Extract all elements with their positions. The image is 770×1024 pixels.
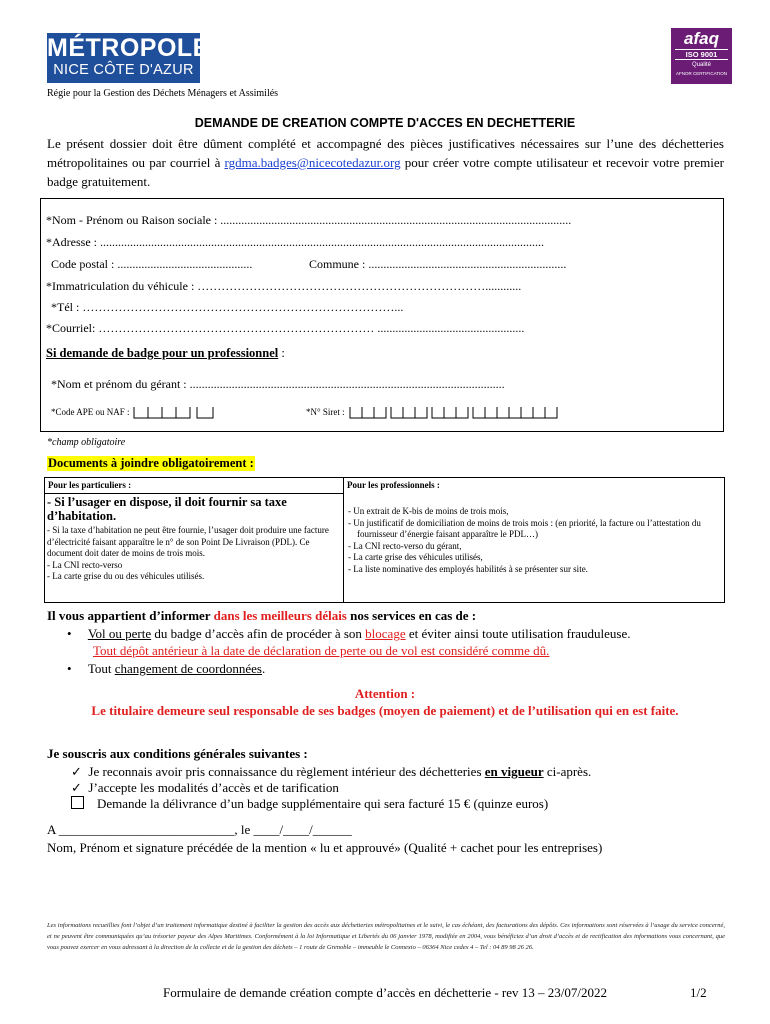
check-icon: ✓	[71, 780, 82, 795]
ape-code-field[interactable]	[51, 404, 223, 419]
postal-code-field[interactable]: Code postal : .............................................	[51, 257, 253, 271]
bullet-1-end: et éviter ainsi toute utilisation frauduleuse.	[405, 626, 631, 641]
professionals-item: - La liste nominative des employés habilités à se présenter sur site.	[348, 563, 588, 574]
condition-extra-badge-text: Demande la délivrance d’un badge supplémentaire qui sera facturé 15 € (quinze euros)	[97, 796, 549, 811]
change-details-text: changement de coordonnées	[114, 661, 262, 676]
intro-text-before: Le présent dossier doit être dûment complété et accompagné des pièces justificatives nécessaires sur l’une des déchetteries métropolitaines ou par courriel à	[47, 136, 724, 170]
professional-section-title: Si demande de badge pour un professionnel	[46, 346, 279, 360]
siret-cells[interactable]	[348, 405, 584, 419]
inform-bullet-1: • Vol ou perte du badge d’accès afin de procéder à son blocage et éviter ainsi toute utilisation frauduleuse.	[67, 626, 631, 641]
intro-paragraph	[47, 134, 724, 191]
professionals-item: - La CNI recto-verso du gérant,	[348, 540, 462, 551]
documents-heading: Documents à joindre obligatoirement :	[48, 456, 254, 470]
loss-theft-text: Vol ou perte	[87, 626, 152, 641]
inform-heading	[47, 608, 476, 624]
individuals-item: - Si la taxe d’habitation ne peut être fournie, l’usager doit produire une facture d’électricité faisant apparaître le n° de son Point De Livraison (PDL). Ce document doit dater de moins de trois mois.	[47, 525, 329, 558]
professionals-item: - La carte grise des véhicules utilisés,	[348, 552, 483, 562]
professionals-column	[344, 478, 724, 602]
inform-deadline: dans les meilleurs délais	[213, 608, 347, 623]
individuals-item: - La carte grise du ou des véhicules utilisés.	[47, 571, 205, 581]
bullet-1-text: du badge d’accès afin de procéder à son	[151, 626, 366, 641]
legal-notice: Les informations recueillies font l’objet d’un traitement informatique destiné à faciliter la gestion des accès aux déchetteries métropolitaines et le suivi, le cas échéant, des facturations des dépôts. Ces informations sont réservées à l’usage du service concerné, et ne peuvent être communiquées qu’au trésorier payeur des Alpes Maritimes. Conformément à la loi Informatique et Libertés du 06 janvier 1978, modifiée en 2004, vous bénéficiez d’un droit d’accès et de rectification des informations vous concernant, que vous pouvez exercer en vous adressant à la direction de la collecte et de la gestion des déchets – 1 route de Grenoble – immeuble le Connexio – 06364 Nice cedex 4 – Tel : 04 89 98 26 26.	[47, 922, 725, 951]
conditions-heading: Je souscris aux conditions générales suivantes :	[47, 746, 308, 761]
city-field[interactable]: Commune : ..................................................................	[309, 257, 567, 271]
afaq-logo-line4: AFNOR CERTIFICATION	[675, 71, 728, 76]
condition-access[interactable]	[71, 780, 339, 796]
individuals-item: - La CNI recto-verso	[47, 559, 123, 570]
documents-table	[44, 477, 725, 603]
footer-text: Formulaire de demande création compte d’accès en déchetterie - rev 13 – 23/07/2022	[163, 985, 607, 1000]
metropole-logo-line2: NICE CÔTE D'AZUR	[53, 62, 194, 78]
registration-field[interactable]: *Immatriculation du véhicule : ………………………………………………………………............	[46, 279, 522, 293]
individuals-list	[45, 523, 343, 585]
address-field[interactable]: *Adresse : ....................................................................................................................................................	[46, 235, 544, 249]
metropole-logo-line1: MÉTROPOLE	[47, 34, 210, 62]
email-field[interactable]: *Courriel: …………………………………………………………… .................................................	[46, 321, 525, 335]
name-field[interactable]: *Nom - Prénom ou Raison sociale : .....................................................................................................................	[46, 213, 572, 227]
bullet-2-end: .	[262, 661, 266, 676]
intro-text-after: pour créer votre compte utilisateur et recevoir votre premier badge gratuitement.	[47, 155, 724, 189]
condition-rules[interactable]	[71, 764, 591, 780]
individuals-column	[45, 478, 344, 602]
phone-field[interactable]: *Tél : ……………………………………………………………………...	[51, 300, 404, 314]
condition-extra-badge[interactable]	[71, 796, 548, 812]
place-date-line[interactable]: A ___________________________, le ____/____/______	[47, 822, 352, 837]
inform-bullet-2: • Tout changement de coordonnées.	[67, 661, 266, 676]
condition-rules-text: Je reconnais avoir pris connaissance du règlement intérieur des déchetteries	[88, 764, 485, 779]
blocking-text: blocage	[365, 626, 406, 641]
extra-badge-checkbox[interactable]	[71, 796, 84, 809]
ape-code-cells[interactable]	[133, 405, 223, 419]
metropole-logo	[47, 33, 210, 83]
page-title: DEMANDE DE CREATION COMPTE D'ACCES EN DECHETTERIE	[194, 116, 576, 130]
email-link[interactable]: rgdma.badges@nicecotedazur.org	[224, 155, 401, 170]
professionals-item: - Un justificatif de domiciliation de moins de trois mois : (en priorité, la facture ou l’attestation du fournisseur d’énergie faisant apparaître le PDL…)	[348, 517, 701, 539]
bullet-2-text: Tout	[87, 661, 115, 676]
attention-text: Le titulaire demeure seul responsable de ses badges (moyen de paiement) et de l’utilisation qui en est faite.	[91, 703, 679, 718]
professionals-header: Pour les professionnels :	[347, 480, 440, 490]
afaq-logo-line2: ISO 9001	[675, 49, 728, 60]
manager-name-field[interactable]: *Nom et prénom du gérant : .........................................................................................................	[51, 377, 505, 391]
ape-code-label: *Code APE ou NAF :	[51, 407, 130, 417]
afaq-logo-line3: Qualité	[691, 62, 711, 68]
signature-line: Nom, Prénom et signature précédée de la mention « lu et approuvé» (Qualité + cachet pour les entreprises)	[47, 840, 603, 855]
condition-access-text: J’accepte les modalités d’accès et de tarification	[88, 780, 339, 795]
siret-field[interactable]	[306, 404, 584, 419]
condition-rules-end: ci-après.	[543, 764, 592, 779]
professionals-item: - Un extrait de K-bis de moins de trois mois,	[348, 506, 509, 516]
professional-section	[46, 346, 285, 361]
individuals-header: Pour les particuliers :	[45, 478, 343, 494]
in-force-text: en vigueur	[484, 764, 544, 779]
attention-label: Attention :	[354, 686, 416, 701]
deposit-warning: Tout dépôt antérieur à la date de déclaration de perte ou de vol est considéré comme dû.	[93, 643, 550, 658]
required-note: *champ obligatoire	[47, 437, 126, 448]
siret-label: *N° Siret :	[306, 407, 345, 417]
professional-section-colon: :	[278, 346, 285, 360]
inform-text-3: nos services en cas de :	[346, 608, 477, 623]
form-box	[40, 198, 724, 432]
inform-text-1: Il vous appartient d’informer	[47, 608, 214, 623]
individuals-tax-note: - Si l’usager en dispose, il doit fournir sa taxe d’habitation.	[47, 495, 287, 523]
professionals-list	[344, 493, 724, 575]
page-number: 1/2	[690, 985, 707, 1000]
afaq-logo	[671, 28, 732, 84]
afaq-logo-line1: afaq	[684, 29, 719, 48]
subtitle: Régie pour la Gestion des Déchets Ménagers et Assimilés	[47, 88, 279, 99]
check-icon: ✓	[71, 764, 82, 779]
